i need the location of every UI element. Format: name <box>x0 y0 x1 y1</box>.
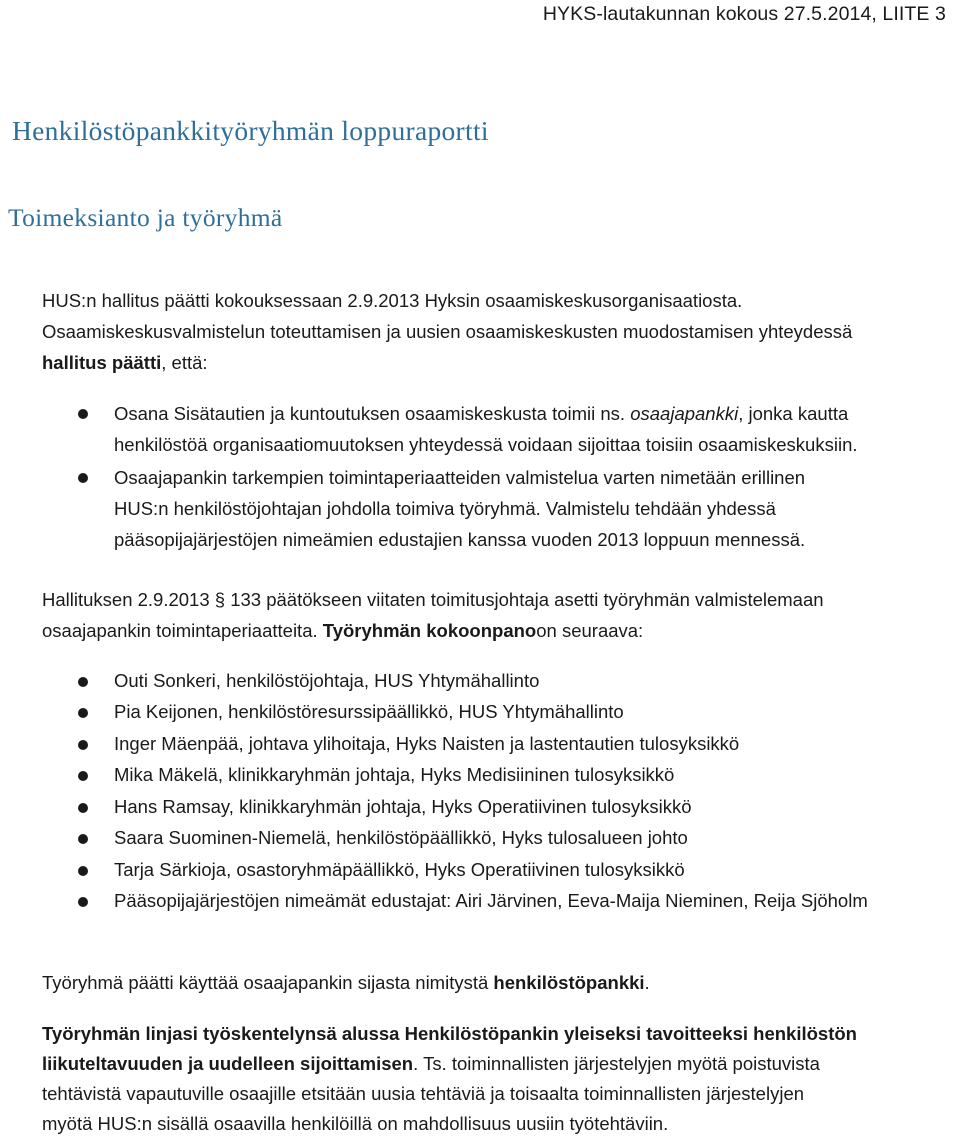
section-heading: Toimeksianto ja työryhmä <box>8 203 283 232</box>
member-item: Tarja Särkioja, osastoryhmäpäällikkö, Hyks Operatiivinen tulosyksikkö <box>114 859 685 880</box>
text-span: . <box>644 972 650 993</box>
final-line-1 <box>42 1019 857 1048</box>
bullet-icon <box>78 866 88 876</box>
decision-bullet-1-line-1 <box>114 399 848 428</box>
text-span: Osana Sisätautien ja kuntoutuksen osaamiskeskusta toimii ns. <box>114 403 631 424</box>
member-item: Outi Sonkeri, henkilöstöjohtaja, HUS Yhtymähallinto <box>114 670 540 691</box>
decision-line-2 <box>42 616 643 645</box>
bullet-icon <box>78 897 88 907</box>
member-item: Hans Ramsay, klinikkaryhmän johtaja, Hyks Operatiivinen tulosyksikkö <box>114 796 692 817</box>
final-line-2 <box>42 1049 820 1078</box>
bold-term: Työryhmän kokoonpano <box>322 620 537 641</box>
naming-line <box>42 968 650 997</box>
bold-text: liikuteltavuuden ja uudelleen sijoittamisen <box>42 1053 414 1074</box>
member-item: Pääsopijajärjestöjen nimeämät edustajat: Airi Järvinen, Eeva-Maija Nieminen, Reija Sjöholm <box>114 890 868 911</box>
intro-line-1: HUS:n hallitus päätti kokouksessaan 2.9.2013 Hyksin osaamiskeskusorganisaatiosta. <box>42 290 743 311</box>
decision-bullet-2-line-1: Osaajapankin tarkempien toimintaperiaatteiden valmistelua varten nimetään erillinen <box>114 467 806 488</box>
final-line-4: myötä HUS:n sisällä osaavilla henkilöillä on mahdollisuus uusiin työtehtäviin. <box>42 1113 669 1134</box>
text-span: . Ts. toiminnallisten järjestelyjen myötä poistuvista <box>413 1053 820 1074</box>
bullet-icon <box>78 677 88 687</box>
intro-line-2: Osaamiskeskusvalmistelun toteuttamisen ja uusien osaamiskeskusten muodostamisen yhteydessä <box>42 321 853 342</box>
bullet-icon <box>78 473 88 483</box>
intro-bold: hallitus päätti <box>42 352 162 373</box>
bullet-icon <box>78 409 88 419</box>
bullet-icon <box>78 771 88 781</box>
decision-line-1: Hallituksen 2.9.2013 § 133 päätökseen viitaten toimitusjohtaja asetti työryhmän valmistelemaan <box>42 589 824 610</box>
intro-rest: , että: <box>161 352 208 373</box>
document-header: HYKS-lautakunnan kokous 27.5.2014, LIITE 3 <box>542 3 946 25</box>
decision-bullet-1-line-2: henkilöstöä organisaatiomuutoksen yhteydessä voidaan sijoittaa toisiin osaamiskeskuksiin. <box>114 434 858 455</box>
member-item: Pia Keijonen, henkilöstöresurssipäällikkö, HUS Yhtymähallinto <box>114 701 624 722</box>
final-line-3: tehtävistä vapautuville osaajille etsitään uusia tehtäviä ja toisaalta toiminnallisten järjestelyjen <box>42 1083 805 1104</box>
decision-bullet-2-line-3: pääsopijajärjestöjen nimeämien edustajien kanssa vuoden 2013 loppuun mennessä. <box>114 529 806 550</box>
bullet-icon <box>78 834 88 844</box>
bold-text: Työryhmän linjasi työskentelynsä alussa Henkilöstöpankin yleiseksi tavoitteeksi henkilöstön <box>42 1023 857 1044</box>
bullet-icon <box>78 803 88 813</box>
bullet-icon <box>78 708 88 718</box>
decision-bullet-2-line-2: HUS:n henkilöstöjohtajan johdolla toimiva työryhmä. Valmistelu tehdään yhdessä <box>114 498 776 519</box>
text-span: osaajapankin toimintaperiaatteita. <box>42 620 323 641</box>
italic-term: osaajapankki <box>630 403 739 424</box>
member-item: Saara Suominen-Niemelä, henkilöstöpäällikkö, Hyks tulosalueen johto <box>114 827 688 848</box>
text-span: , jonka kautta <box>738 403 849 424</box>
bold-term: henkilöstöpankki <box>493 972 645 993</box>
text-span: Työryhmä päätti käyttää osaajapankin sijasta nimitystä <box>42 972 494 993</box>
member-item: Mika Mäkelä, klinikkaryhmän johtaja, Hyks Medisiininen tulosyksikkö <box>114 764 675 785</box>
member-item: Inger Mäenpää, johtava ylihoitaja, Hyks Naisten ja lastentautien tulosyksikkö <box>114 733 740 754</box>
document-title: Henkilöstöpankkityöryhmän loppuraportti <box>12 115 489 146</box>
bullet-icon <box>78 740 88 750</box>
text-span: on seuraava: <box>536 620 644 641</box>
intro-line-3 <box>42 348 208 377</box>
